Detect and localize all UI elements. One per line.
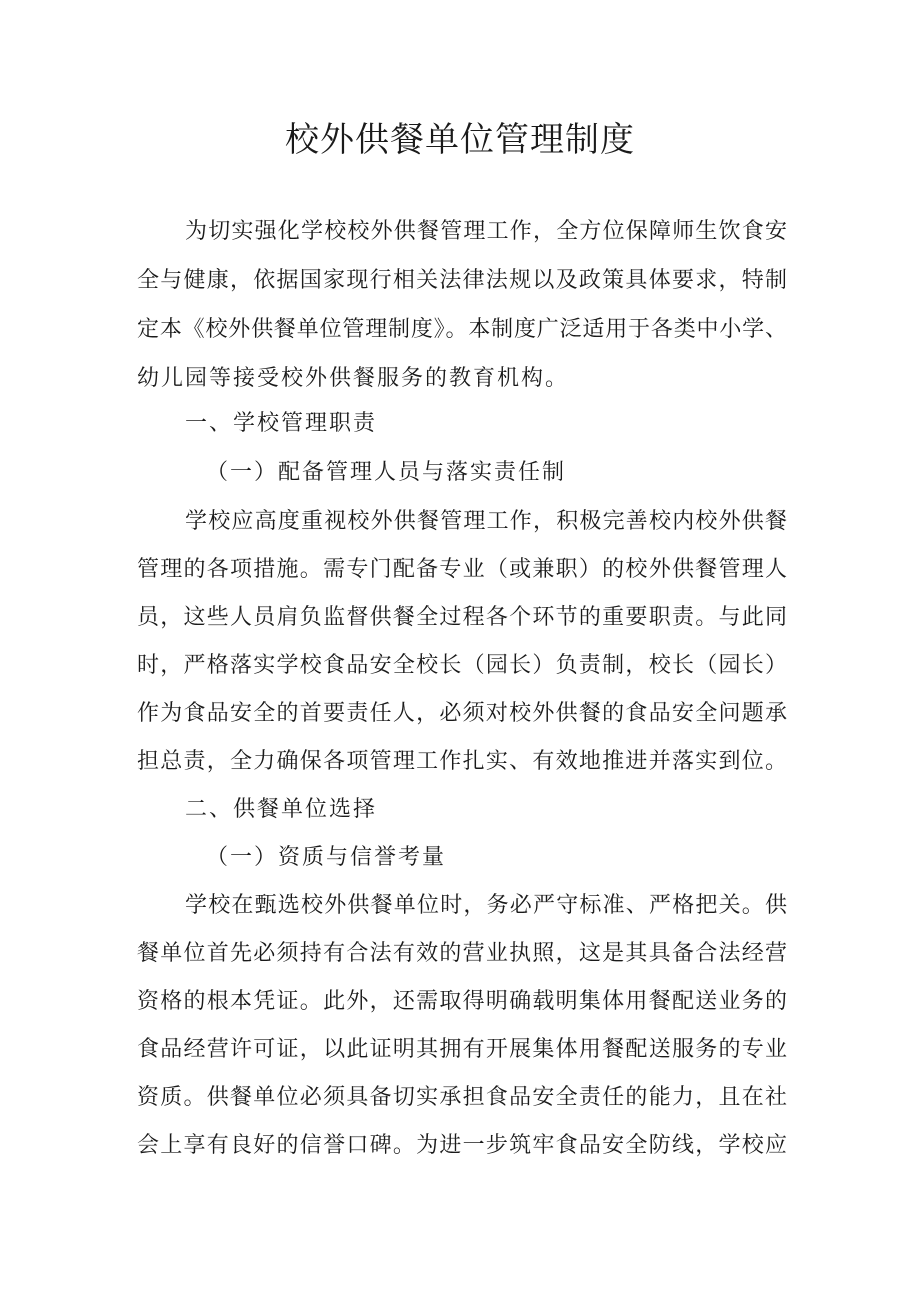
paragraph-line: 资质。供餐单位必须具备切实承担食品安全责任的能力，且在社: [137, 1085, 787, 1110]
subsection-heading: （一）资质与信誉考量: [206, 845, 447, 870]
paragraph-line: 定本《校外供餐单位管理制度》。本制度广泛适用于各类中小学、: [137, 317, 787, 342]
section-heading: 一、学校管理职责: [185, 411, 378, 436]
paragraph-line: 幼儿园等接受校外供餐服务的教育机构。: [137, 366, 570, 391]
paragraph-line: 全与健康，依据国家现行相关法律法规以及政策具体要求，特制: [137, 268, 787, 293]
paragraph-line: 学校在甄选校外供餐单位时，务必严守标准、严格把关。供: [185, 893, 787, 918]
paragraph-line: 时，严格落实学校食品安全校长（园长）负责制，校长（园长）: [137, 653, 787, 678]
paragraph-line: 餐单位首先必须持有合法有效的营业执照，这是其具备合法经营: [137, 941, 787, 966]
paragraph-line: 资格的根本凭证。此外，还需取得明确载明集体用餐配送业务的: [137, 989, 787, 1014]
paragraph-line: 食品经营许可证，以此证明其拥有开展集体用餐配送服务的专业: [137, 1037, 787, 1062]
paragraph-line: 担总责，全力确保各项管理工作扎实、有效地推进并落实到位。: [137, 749, 787, 774]
paragraph-line: 会上享有良好的信誉口碑。为进一步筑牢食品安全防线，学校应: [137, 1133, 787, 1158]
paragraph-line: 管理的各项措施。需专门配备专业（或兼职）的校外供餐管理人: [137, 557, 787, 582]
paragraph-line: 员，这些人员肩负监督供餐全过程各个环节的重要职责。与此同: [137, 605, 787, 630]
section-heading: 二、供餐单位选择: [185, 797, 378, 822]
paragraph-line: 学校应高度重视校外供餐管理工作，积极完善校内校外供餐: [185, 509, 787, 534]
subsection-heading: （一）配备管理人员与落实责任制: [206, 460, 567, 485]
paragraph-line: 作为食品安全的首要责任人，必须对校外供餐的食品安全问题承: [137, 701, 787, 726]
paragraph-line: 为切实强化学校校外供餐管理工作，全方位保障师生饮食安: [185, 219, 787, 244]
document-title: 校外供餐单位管理制度: [285, 120, 635, 160]
